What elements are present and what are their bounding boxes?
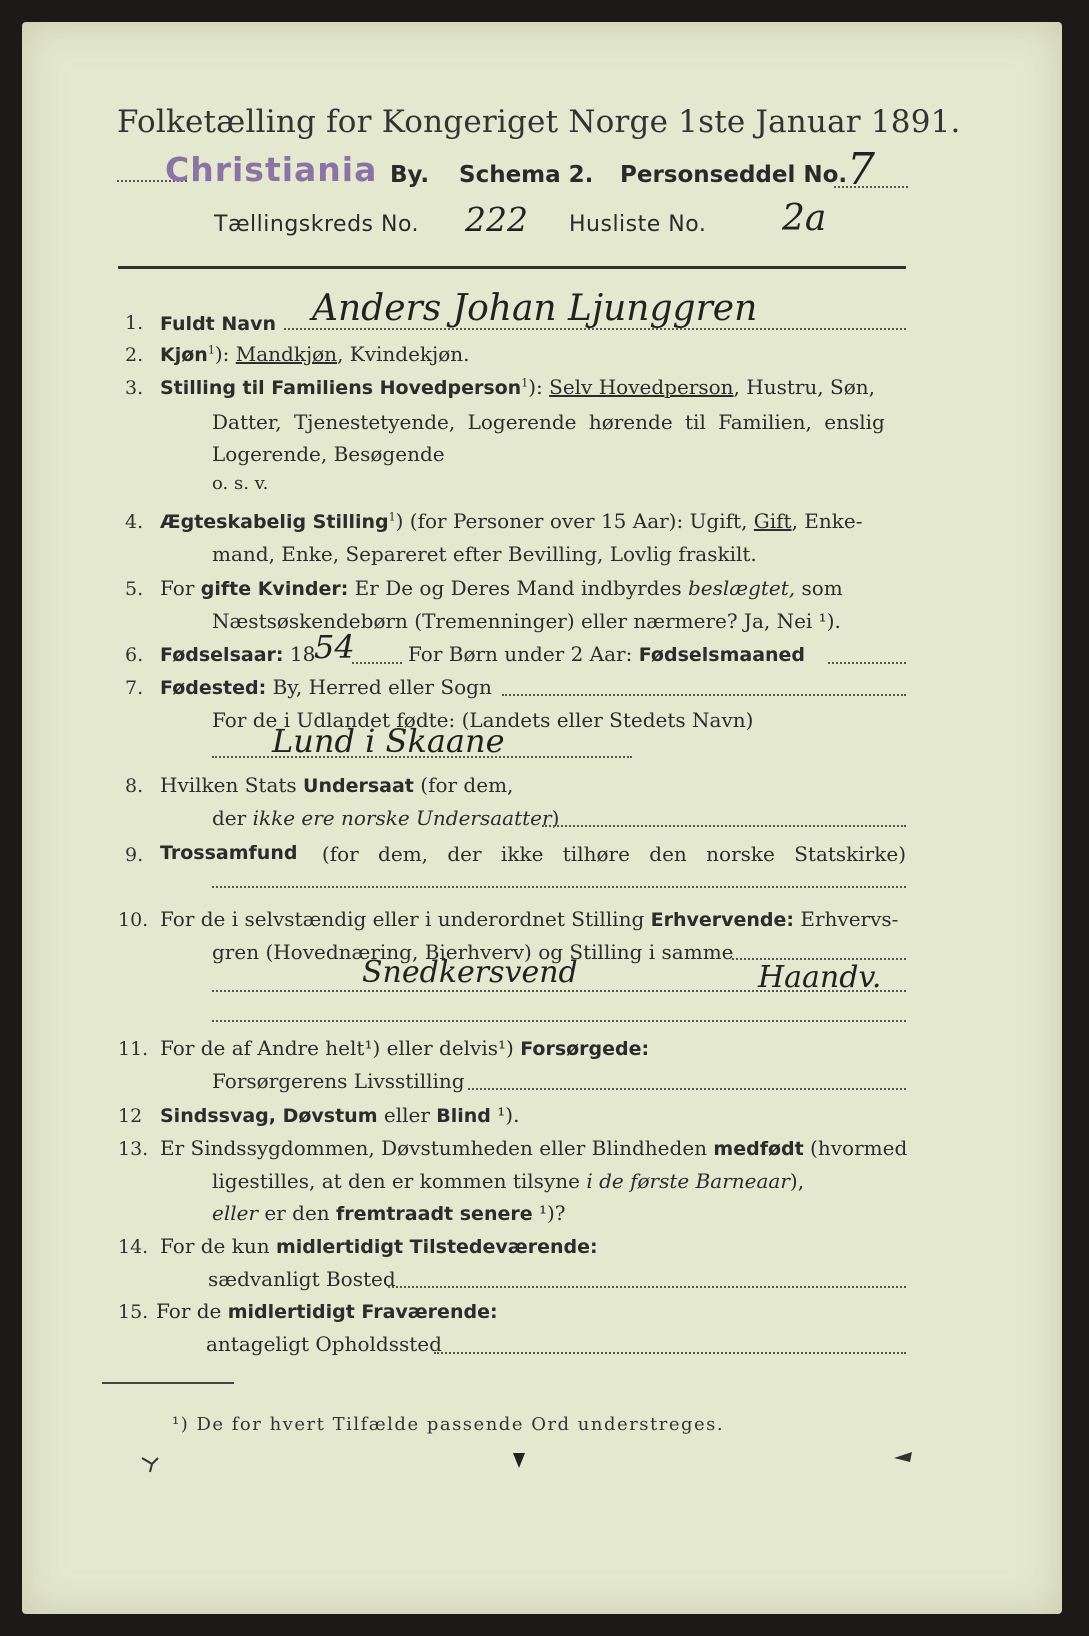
q8-dotted-line <box>542 825 906 827</box>
q3-line-2: Datter, Tjenestetyende, Logerende hørende til Familien, enslig <box>212 410 885 434</box>
q12-text-a: eller <box>377 1103 437 1127</box>
q11-line-1 <box>160 1036 649 1060</box>
q3-line-3: Logerende, Besøgende <box>212 442 445 466</box>
q2-text-a: ): <box>214 342 236 366</box>
q7-number: 7. <box>125 677 144 699</box>
q10-answer-2: Haandv. <box>758 960 882 995</box>
q6-prefix: 18 <box>283 642 316 666</box>
schema-label: Schema 2. <box>459 162 594 188</box>
q2-line <box>160 342 470 366</box>
q15-line-2: antageligt Opholdssted <box>206 1332 442 1356</box>
q12-text-b: ¹). <box>490 1103 520 1127</box>
q10-answer-1: Snedkersvend <box>362 955 578 990</box>
q13-line-2 <box>212 1169 804 1193</box>
q13-text-b: (hvormed <box>803 1136 908 1160</box>
q5-italic: beslægtet, <box>687 576 796 600</box>
q13-line2-a: ligestilles, at den er kommen tilsyne <box>212 1169 587 1193</box>
q4-option-selected: Gift <box>753 509 792 533</box>
q10-label: Erhvervende: <box>650 909 795 931</box>
q13-number: 13. <box>118 1138 149 1160</box>
q13-line3-italic: eller <box>212 1201 259 1225</box>
q15-line-1 <box>156 1299 498 1323</box>
q4-line-1 <box>160 509 863 533</box>
q14-dotted-line <box>388 1286 906 1288</box>
q5-label: gifte Kvinder: <box>200 578 349 600</box>
q10-line-1 <box>160 907 898 931</box>
q9-number: 9. <box>125 844 144 866</box>
by-label: By. <box>390 162 430 188</box>
kreds-label: Tællingskreds No. <box>214 212 420 237</box>
header-rule <box>118 266 906 269</box>
q2-option-mandkjon: Mandkjøn <box>235 342 338 366</box>
q6-line <box>160 642 315 666</box>
q10-dotted-line-3 <box>212 1020 906 1022</box>
q3-sup: 1 <box>521 376 529 390</box>
q14-number: 14. <box>118 1236 149 1258</box>
q8-number: 8. <box>125 775 144 797</box>
census-form-sheet <box>22 22 1062 1614</box>
q5-number: 5. <box>125 578 144 600</box>
q3-label: Stilling til Familiens Hovedperson <box>160 377 522 399</box>
q9-label: Trossamfund <box>160 842 298 864</box>
q7-label: Fødested: <box>160 677 267 699</box>
q6-text-b: For Børn under 2 Aar: <box>408 642 639 666</box>
q3-number: 3. <box>125 377 144 399</box>
q11-dotted-line <box>468 1088 906 1090</box>
q8-label: Undersaat <box>303 775 414 797</box>
q5-text-b: Er De og Deres Mand indbyrdes <box>348 576 688 600</box>
q3-line-4: o. s. v. <box>212 473 269 494</box>
q1-label: Fuldt Navn <box>160 313 277 335</box>
q12-line <box>160 1103 519 1127</box>
q1-answer: Anders Johan Ljunggren <box>312 288 758 329</box>
q4-label: Ægteskabelig Stilling <box>160 511 389 533</box>
q13-line2-b: ), <box>789 1169 805 1193</box>
q13-line3-a: er den <box>258 1201 337 1225</box>
q13-label-3: fremtraadt senere <box>336 1203 533 1225</box>
q7-line-2: For de i Udlandet fødte: (Landets eller Stedets Navn) <box>212 708 754 732</box>
q12-label-2: Blind <box>436 1105 491 1127</box>
bottom-left-mark <box>140 1454 164 1474</box>
q8-line2-a: der <box>212 806 253 830</box>
kreds-value: 222 <box>465 200 528 239</box>
form-title: Folketælling for Kongeriget Norge 1ste Januar 1891. <box>117 104 961 140</box>
q13-line-3 <box>212 1201 566 1225</box>
q6-label: Fødselsaar: <box>160 644 284 666</box>
husliste-label: Husliste No. <box>569 212 707 237</box>
q13-line-1 <box>160 1136 907 1160</box>
city-stamp: Christiania <box>165 150 378 189</box>
q8-line-2 <box>212 806 559 830</box>
q2-number: 2. <box>125 344 144 366</box>
personseddel-value: 7 <box>847 144 875 195</box>
q13-label: medfødt <box>713 1138 804 1160</box>
q14-line-1 <box>160 1234 598 1258</box>
q15-text-a: For de <box>156 1299 228 1323</box>
q15-dotted-line <box>434 1352 906 1354</box>
q11-number: 11. <box>118 1038 149 1060</box>
q8-text-a: Hvilken Stats <box>160 773 304 797</box>
q6-number: 6. <box>125 644 144 666</box>
bottom-center-mark <box>510 1450 528 1472</box>
q1-line <box>160 311 276 335</box>
q8-text-b: (for dem, <box>413 773 514 797</box>
q3-text-b: , Hustru, Søn, <box>733 375 876 399</box>
q11-text-a: For de af Andre helt¹) eller delvis¹) <box>160 1036 521 1060</box>
q7-line-1 <box>160 675 492 699</box>
q8-line-1 <box>160 773 513 797</box>
q6-line-b <box>408 642 805 666</box>
q2-sup: 1 <box>207 343 215 357</box>
q6-label-2: Fødselsmaaned <box>638 644 806 666</box>
q14-label: midlertidigt Tilstedeværende: <box>275 1236 598 1258</box>
husliste-value: 2a <box>782 198 827 239</box>
footnote-rule <box>102 1382 234 1384</box>
q15-label: midlertidigt Fraværende: <box>227 1301 498 1323</box>
q11-line-2: Forsørgerens Livsstilling <box>212 1069 465 1093</box>
q10-line-2: gren (Hovednæring, Bierhverv) og Stilling i samme <box>212 940 734 964</box>
q13-line2-italic: i de første Barneaar <box>586 1169 790 1193</box>
q11-label: Forsørgede: <box>520 1038 650 1060</box>
q7-answer: Lund i Skaane <box>272 722 505 760</box>
q3-text-a: ): <box>528 375 550 399</box>
q1-number: 1. <box>125 312 144 334</box>
q12-label: Sindssvag, Døvstum <box>160 1105 378 1127</box>
q4-number: 4. <box>125 511 144 533</box>
q10-text-b: Erhvervs- <box>794 907 899 931</box>
q6-dotted-line-1 <box>352 662 402 664</box>
q3-line-1 <box>160 375 906 399</box>
q5-text-c: som <box>795 576 843 600</box>
q6-answer: 54 <box>314 628 355 666</box>
q12-number: 12 <box>118 1105 143 1127</box>
q9-dotted-line <box>212 886 906 888</box>
q7-text-a: By, Herred eller Sogn <box>266 675 492 699</box>
q4-sup: 1 <box>388 510 396 524</box>
q4-text-b: , Enke- <box>791 509 863 533</box>
footnote-text: ¹) De for hvert Tilfælde passende Ord understreges. <box>172 1414 725 1435</box>
q4-line-2: mand, Enke, Separeret efter Bevilling, Lovlig fraskilt. <box>212 542 757 566</box>
q14-text-a: For de kun <box>160 1234 276 1258</box>
q8-line2-b: ) <box>551 806 560 830</box>
q10-text-a: For de i selvstændig eller i underordnet Stilling <box>160 907 651 931</box>
q4-text-a: ) (for Personer over 15 Aar): Ugift, <box>395 509 754 533</box>
q9-line <box>160 842 906 866</box>
q14-line-2: sædvanligt Bosted <box>208 1267 396 1291</box>
q5-line-2: Næstsøskendebørn (Tremenninger) eller nærmere? Ja, Nei ¹). <box>212 609 841 633</box>
q3-option-selected: Selv Hovedperson <box>549 375 734 399</box>
q5-text-a: For <box>160 576 201 600</box>
bottom-right-mark <box>892 1448 916 1466</box>
q2-label: Kjøn <box>160 344 208 366</box>
q2-option-kvindekjon: , Kvindekjøn. <box>337 342 470 366</box>
q7-dotted-line-1 <box>502 694 906 696</box>
q6-dotted-line-2 <box>828 662 906 664</box>
q10-number: 10. <box>118 909 149 931</box>
q13-line3-b: ¹)? <box>532 1201 566 1225</box>
q8-line2-italic: ikke ere norske Undersaatter <box>252 806 552 830</box>
personseddel-label: Personseddel No. <box>620 162 848 188</box>
q5-line-1 <box>160 576 843 600</box>
q15-number: 15. <box>118 1301 149 1323</box>
q13-text-a: Er Sindssygdommen, Døvstumheden eller Blindheden <box>160 1136 714 1160</box>
q9-text: (for dem, der ikke tilhøre den norske Statskirke) <box>321 842 906 866</box>
